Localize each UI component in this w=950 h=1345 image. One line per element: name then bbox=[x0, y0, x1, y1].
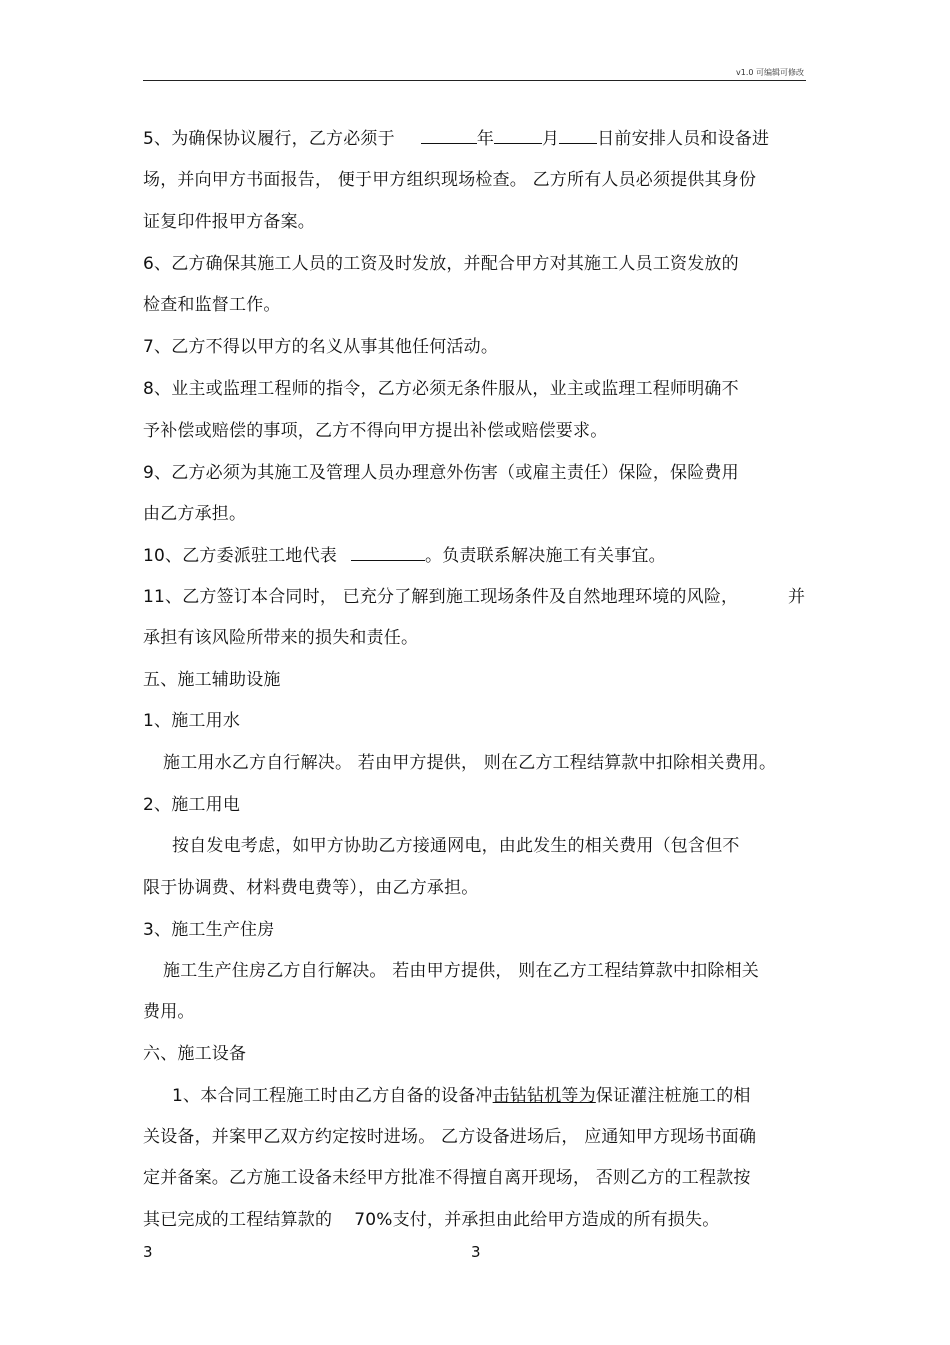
underlined-text: 击钻钻机等为 bbox=[492, 1086, 596, 1106]
version-label: v1.0 可编辑可修改 bbox=[736, 68, 804, 77]
clause-5-line-2: 场，并向甲方书面报告， 便于甲方组织现场检查。 乙方所有人员必须提供其身份 bbox=[143, 170, 757, 190]
clause-9-line-2: 由乙方承担。 bbox=[143, 504, 247, 524]
subsection-electricity: 2、施工用电 bbox=[143, 795, 241, 815]
text: 。负责联系解决施工有关事宜。 bbox=[425, 546, 666, 566]
clause-11-line-2: 承担有该风险所带来的损失和责任。 bbox=[143, 628, 419, 648]
electricity-text-1: 按自发电考虑，如甲方协助乙方接通网电，由此发生的相关费用（包含但不 bbox=[172, 836, 740, 856]
section-5-heading: 五、施工辅助设施 bbox=[143, 670, 281, 690]
clause-10 bbox=[143, 544, 666, 567]
equipment-line-3: 定并备案。乙方施工设备未经甲方批准不得擅自离开现场， 否则乙方的工程款按 bbox=[143, 1168, 751, 1188]
representative-blank bbox=[351, 544, 425, 561]
equipment-line-2: 关设备，并案甲乙双方约定按时进场。 乙方设备进场后， 应通知甲方现场书面确 bbox=[143, 1127, 757, 1147]
equipment-line-1 bbox=[172, 1085, 751, 1107]
housing-text-1: 施工生产住房乙方自行解决。 若由甲方提供， 则在乙方工程结算款中扣除相关 bbox=[163, 961, 760, 981]
text: 并 bbox=[788, 587, 806, 607]
clause-6-line-1: 6、乙方确保其施工人员的工资及时发放，并配合甲方对其施工人员工资发放的 bbox=[143, 254, 739, 274]
electricity-text-2: 限于协调费、材料费电费等），由乙方承担。 bbox=[143, 878, 479, 898]
text: 5、为确保协议履行，乙方必须于 bbox=[143, 129, 395, 149]
percentage: 70% bbox=[354, 1210, 393, 1230]
housing-text-2: 费用。 bbox=[143, 1002, 195, 1022]
clause-8-line-2: 予补偿或赔偿的事项，乙方不得向甲方提出补偿或赔偿要求。 bbox=[143, 421, 608, 441]
clause-7: 7、乙方不得以甲方的名义从事其他任何活动。 bbox=[143, 337, 499, 357]
footer-page-number: 3 bbox=[471, 1243, 481, 1261]
footer-page-left: 3 bbox=[143, 1243, 153, 1261]
clause-5-line-1 bbox=[143, 127, 769, 150]
equipment-line-4 bbox=[143, 1209, 719, 1231]
year-blank bbox=[421, 127, 477, 144]
month-blank bbox=[494, 127, 542, 144]
subsection-water: 1、施工用水 bbox=[143, 711, 241, 731]
clause-6-line-2: 检查和监督工作。 bbox=[143, 295, 281, 315]
clause-5-line-3: 证复印件报甲方备案。 bbox=[143, 212, 315, 232]
water-text: 施工用水乙方自行解决。 若由甲方提供， 则在乙方工程结算款中扣除相关费用。 bbox=[163, 753, 777, 773]
subsection-housing: 3、施工生产住房 bbox=[143, 920, 275, 940]
header-rule bbox=[143, 80, 806, 81]
text: 日前安排人员和设备进 bbox=[597, 129, 770, 149]
text: 其已完成的工程结算款的 bbox=[143, 1210, 333, 1230]
text: 10、乙方委派驻工地代表 bbox=[143, 546, 338, 566]
text: 1、本合同工程施工时由乙方自备的设备冲 bbox=[172, 1086, 493, 1106]
text: 年 bbox=[476, 129, 495, 149]
text: 支付，并承担由此给甲方造成的所有损失。 bbox=[392, 1210, 720, 1230]
clause-8-line-1: 8、业主或监理工程师的指令，乙方必须无条件服从，业主或监理工程师明确不 bbox=[143, 379, 739, 399]
text: 11、乙方签订本合同时， 已充分了解到施工现场条件及自然地理环境的风险， bbox=[143, 587, 739, 607]
clause-9-line-1: 9、乙方必须为其施工及管理人员办理意外伤害（或雇主责任）保险，保险费用 bbox=[143, 463, 739, 483]
text: 月 bbox=[542, 129, 560, 149]
day-blank bbox=[559, 127, 597, 144]
section-6-heading: 六、施工设备 bbox=[143, 1044, 247, 1064]
text: 保证灌注桩施工的相 bbox=[595, 1086, 751, 1106]
clause-11-line-1 bbox=[143, 586, 806, 608]
